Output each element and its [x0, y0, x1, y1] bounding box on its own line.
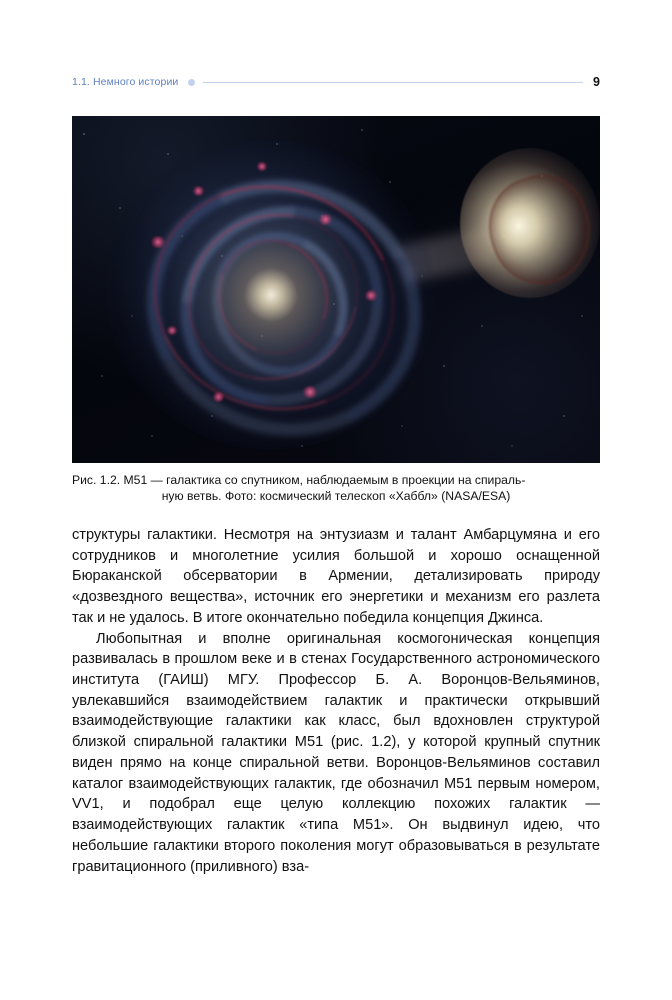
- hii-region: [166, 326, 178, 335]
- running-head-section: 1.1. Немного истории: [72, 76, 179, 88]
- body-text: [72, 525, 600, 877]
- figure-caption-line-2: ную ветвь. Фото: космический телескоп «Хаббл» (NASA/ESA): [161, 489, 511, 504]
- hii-region: [318, 214, 333, 225]
- page-number: 9: [593, 75, 600, 89]
- figure-caption-line-1: Рис. 1.2. M51 — галактика со спутником, наблюдаемым в проекции на спираль-: [72, 473, 526, 487]
- header-rule: [203, 82, 583, 83]
- galaxy-photograph: [72, 116, 600, 463]
- running-head: [72, 72, 600, 92]
- figure-1-2: [72, 116, 600, 505]
- bullet-dot-icon: [188, 79, 195, 86]
- paragraph-second: Любопытная и вполне оригинальная космогоническая концепция развивалась в прошлом веке и в стенах Государственного астрономического института (ГАИШ) МГУ. Профессор Б. А. Воронцов-Вельяминов, увлекавшийся взаимодействием галактик и практически открывший взаимодействующие галактики как класс, был вдохновлен структурой близкой спиральной галактики M51 (рис. 1.2), у которой крупный спутник виден прямо на конце спиральной ветви. Воронцов-Вельяминов составил каталог взаимодействующих галактик, где обозначил M51 первым номером, VV1, и подобрал еще целую коллекцию похожих галактик — взаимодействующих галактик «типа M51». Он выдвинул идею, что небольшие галактики второго поколения могут образовываться в результате гравитационного (приливного) вза-: [72, 630, 600, 875]
- hii-region: [302, 386, 318, 398]
- spiral-galaxy-m51: [106, 140, 436, 450]
- paragraph-continued: структуры галактики. Несмотря на энтузиазм и талант Амбарцумяна и его сотрудников и многолетние усилия большой и хорошо оснащенной Бюраканской обсерватории в Армении, детализировать природу «дозвездного вещества», источник его энергетики и механизм его разлета так и не удалось. В итоге окончательно победила концепция Джинса.: [72, 527, 600, 626]
- hii-region: [150, 236, 166, 248]
- hii-region: [364, 290, 378, 301]
- hii-region: [212, 392, 225, 402]
- hii-region: [192, 186, 205, 196]
- hii-region: [256, 162, 268, 171]
- figure-caption: [72, 472, 600, 505]
